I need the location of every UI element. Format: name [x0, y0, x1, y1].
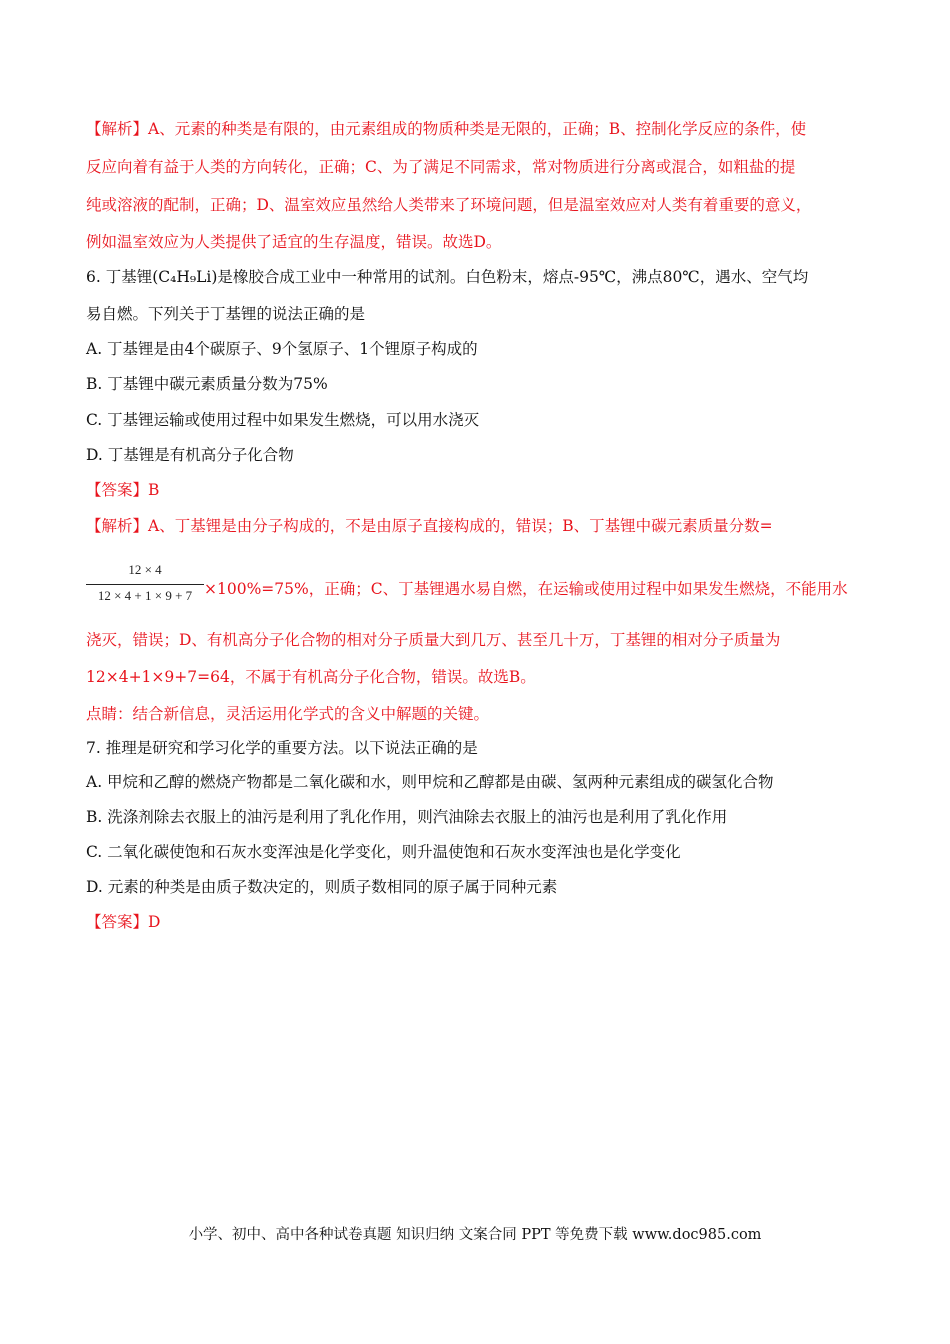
analysis-q5-line-1: 【解析】A、元素的种类是有限的，由元素组成的物质种类是无限的，正确；B、控制化学反应的条件，使 [86, 120, 807, 138]
analysis-q5-line-3: 纯或溶液的配制，正确；D、温室效应虽然给人类带来了环境问题，但是温室效应对人类有着重要的意义， [86, 196, 812, 214]
q6-comment: 点睛：结合新信息，灵活运用化学式的含义中解题的关键。 [86, 705, 490, 723]
q6-analysis-line-2: ×100%=75%，正确；C、丁基锂遇水易自燃，在运输或使用过程中如果发生燃烧，不能用水 [204, 580, 848, 598]
analysis-tag: 【解析】 [86, 517, 149, 535]
q7-option-b: B. 洗涤剂除去衣服上的油污是利用了乳化作用，则汽油除去衣服上的油污也是利用了乳化作用 [86, 808, 728, 826]
q6-option-d: D. 丁基锂是有机高分子化合物 [86, 446, 294, 464]
fraction-numerator: 12 × 4 [128, 562, 162, 577]
answer-value: D [148, 913, 161, 931]
q6-option-b: B. 丁基锂中碳元素质量分数为75% [86, 375, 328, 393]
q6-analysis-line-3: 浇灭，错误；D、有机高分子化合物的相对分子质量大到几万、甚至几十万，丁基锂的相对分子质量为 [86, 631, 781, 649]
q7-option-c: C. 二氧化碳使饱和石灰水变浑浊是化学变化，则升温使饱和石灰水变浑浊也是化学变化 [86, 843, 681, 861]
q6-stem-line-2: 易自燃。下列关于丁基锂的说法正确的是 [86, 305, 366, 323]
q7-option-d: D. 元素的种类是由质子数决定的，则质子数相同的原子属于同种元素 [86, 878, 558, 896]
q7-option-a: A. 甲烷和乙醇的燃烧产物都是二氧化碳和水，则甲烷和乙醇都是由碳、氢两种元素组成的碳氢化合物 [86, 773, 774, 791]
answer-value: B [148, 481, 160, 499]
q6-answer [86, 479, 866, 501]
q7-answer [86, 911, 866, 933]
q6-analysis-line-4: 12×4+1×9+7=64，不属于有机高分子化合物，错误。故选B。 [86, 668, 536, 686]
q6-analysis-line-1: 【解析】A、丁基锂是由分子构成的，不是由原子直接构成的，错误；B、丁基锂中碳元素质量分数= [86, 517, 773, 535]
analysis-q5-line-2: 反应向着有益于人类的方向转化，正确；C、为了满足不同需求，常对物质进行分离或混合，如粗盐的提 [86, 158, 796, 176]
analysis-tag: 【解析】 [86, 120, 149, 138]
answer-tag: 【答案】 [86, 913, 149, 931]
q6-option-c: C. 丁基锂运输或使用过程中如果发生燃烧，可以用水浇灭 [86, 411, 480, 429]
answer-tag: 【答案】 [86, 481, 149, 499]
q7-stem: 7. 推理是研究和学习化学的重要方法。以下说法正确的是 [86, 739, 478, 757]
page-footer: 小学、初中、高中各种试卷真题 知识归纳 文案合同 PPT 等免费下载 www.doc985.com [188, 1227, 762, 1243]
fraction-denominator: 12 × 4 + 1 × 9 + 7 [97, 588, 193, 603]
analysis-q5-line-4: 例如温室效应为人类提供了适宜的生存温度，错误。故选D。 [86, 233, 502, 251]
fraction-bar [86, 584, 204, 585]
q6-option-a: A. 丁基锂是由4个碳原子、9个氢原子、1个锂原子构成的 [86, 340, 478, 358]
q6-stem-line-1: 6. 丁基锂(C₄H₉Li)是橡胶合成工业中一种常用的试剂。白色粉末，熔点-95℃，沸点80℃，遇水、空气均 [86, 268, 809, 286]
